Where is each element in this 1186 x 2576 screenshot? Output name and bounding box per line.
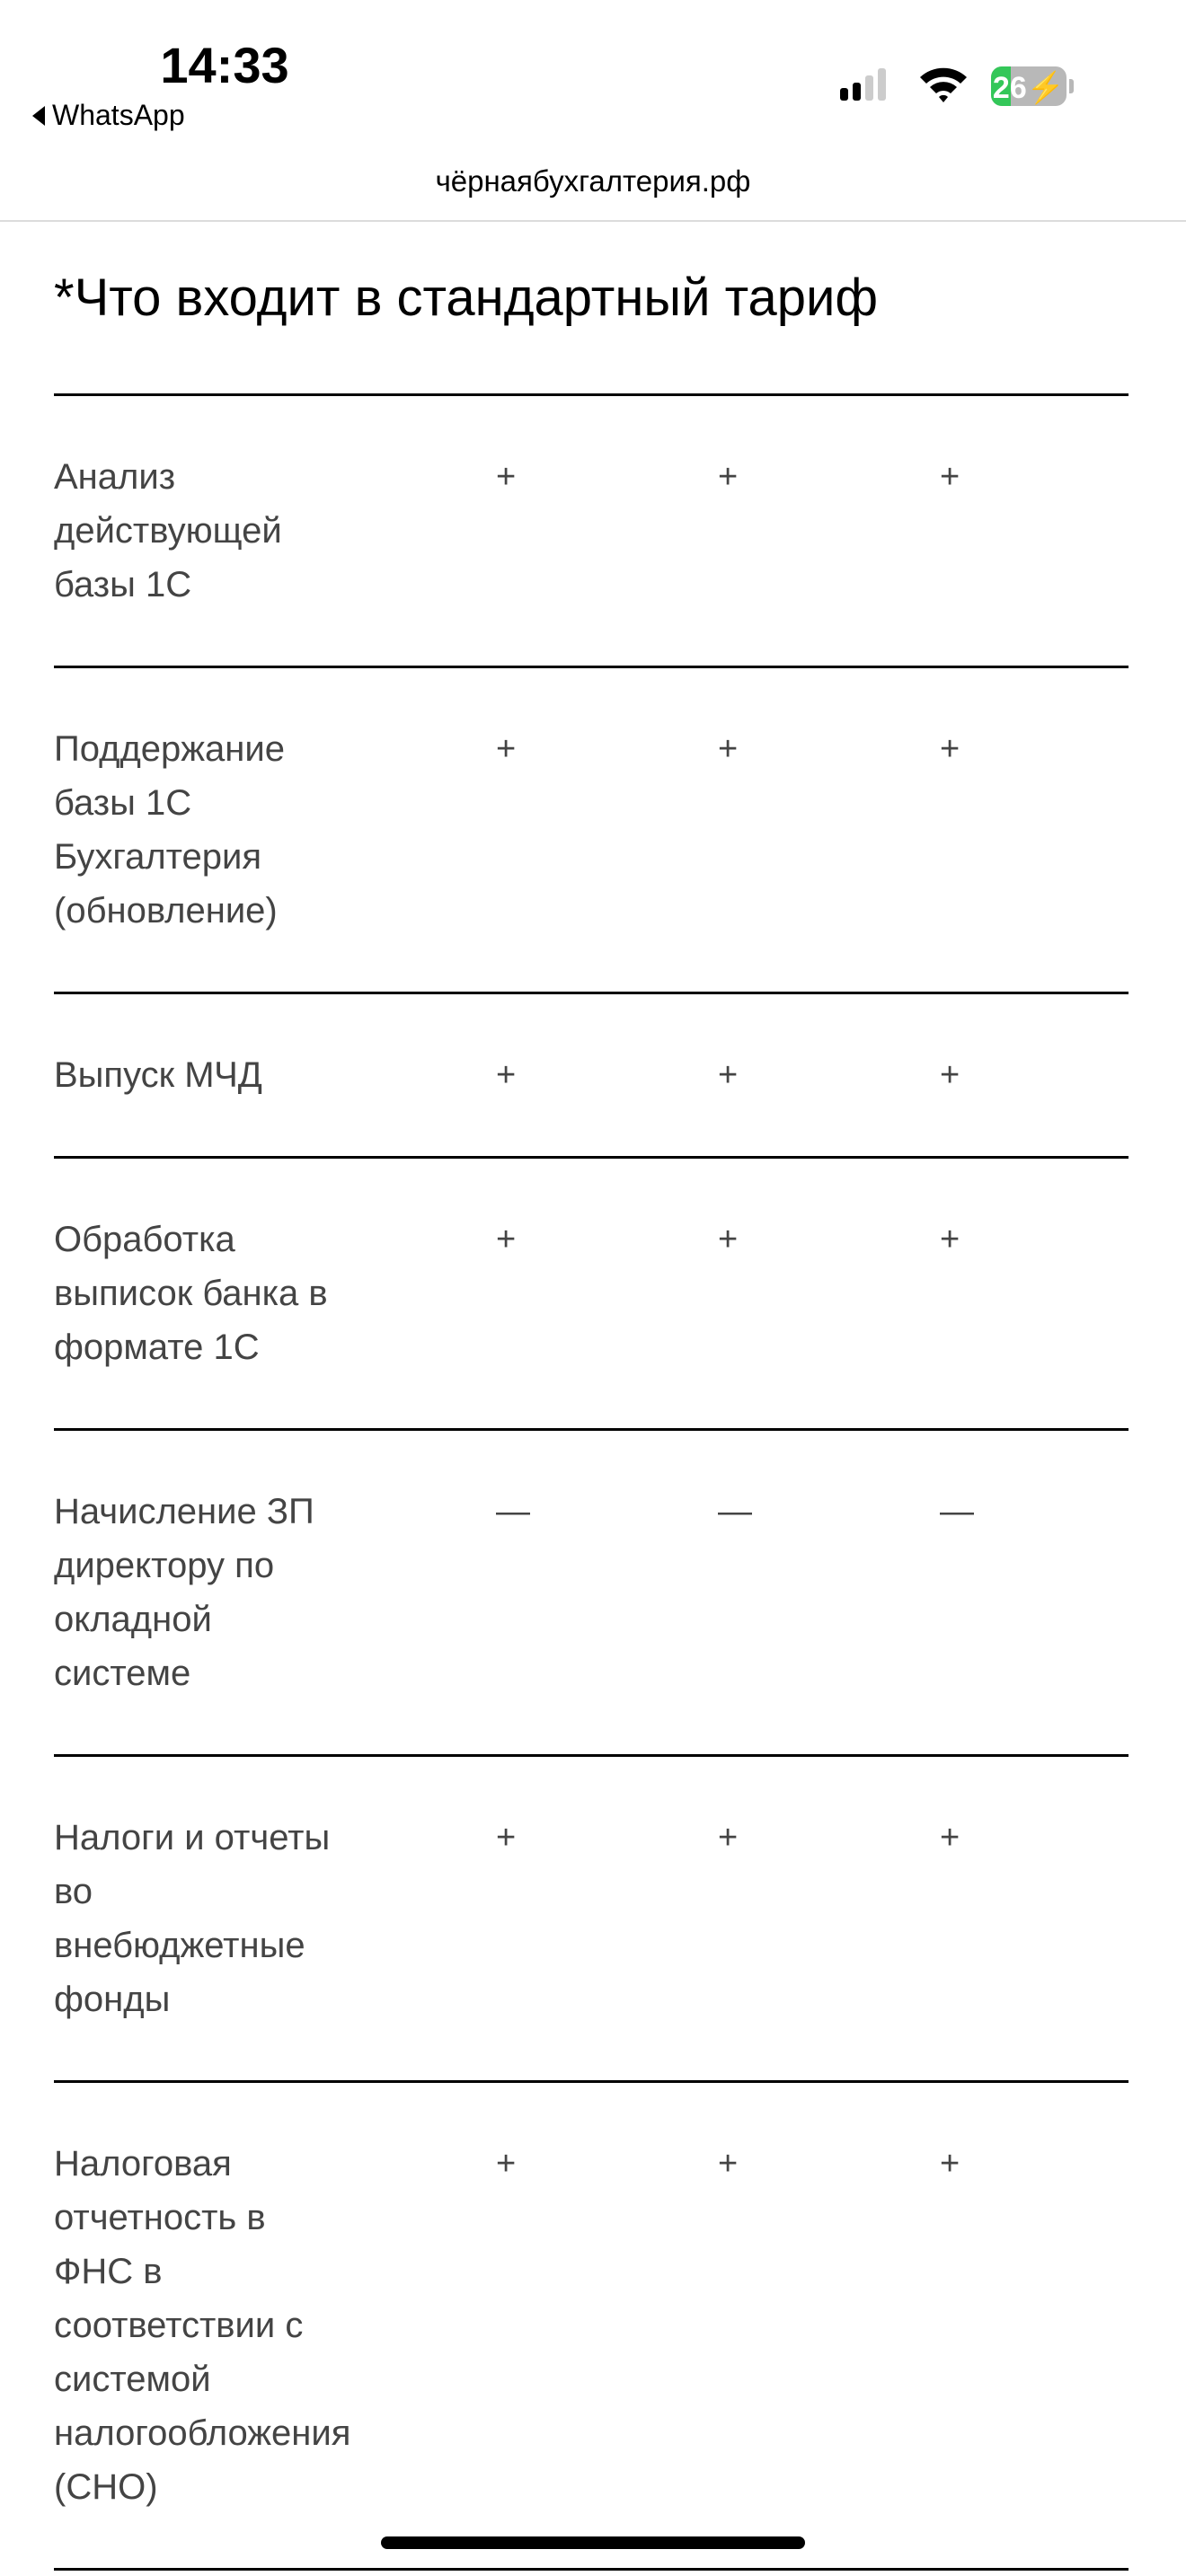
row-label-line: Начисление ЗП xyxy=(54,1492,314,1531)
row-label-line: Налоговая xyxy=(54,2144,232,2183)
row-label xyxy=(54,722,496,938)
battery-icon: 26⚡ xyxy=(991,66,1067,106)
included-mark: + xyxy=(940,1056,960,1094)
included-mark: + xyxy=(496,1056,517,1094)
included-mark: + xyxy=(940,1221,960,1258)
included-mark: + xyxy=(496,730,517,768)
back-triangle-icon xyxy=(32,106,45,126)
table-row xyxy=(54,2080,1128,2571)
clock: 14:33 xyxy=(160,37,289,93)
row-label xyxy=(54,1048,496,1102)
included-mark: + xyxy=(496,458,517,496)
table-row xyxy=(54,1754,1128,2080)
row-label-line: во xyxy=(54,1872,93,1911)
row-label-line: выписок банка в xyxy=(54,1274,328,1313)
included-mark: + xyxy=(940,458,960,496)
row-label-line: фонды xyxy=(54,1980,171,2019)
row-label-line: Поддержание xyxy=(54,729,285,769)
not-included-mark: — xyxy=(496,1493,530,1531)
row-label-line: (СНО) xyxy=(54,2467,158,2507)
included-mark: + xyxy=(940,1819,960,1857)
url-bar[interactable]: чёрнаябухгалтерия.рф xyxy=(435,164,751,198)
row-label-line: базы 1С xyxy=(54,565,192,604)
included-mark: + xyxy=(718,730,739,768)
table-row xyxy=(54,1156,1128,1428)
row-label-line: ФНС в xyxy=(54,2252,163,2291)
cellular-signal-icon xyxy=(840,68,886,101)
row-label-line: соответствии с xyxy=(54,2306,304,2345)
included-mark: + xyxy=(496,2145,517,2183)
row-label-line: (обновление) xyxy=(54,891,278,931)
page-title: *Что входит в стандартный тариф xyxy=(54,269,879,327)
included-mark: + xyxy=(496,1819,517,1857)
table-row xyxy=(54,393,1128,666)
status-bar xyxy=(0,0,1186,222)
not-included-mark: — xyxy=(940,1493,974,1531)
row-label-line: Бухгалтерия xyxy=(54,837,262,877)
included-mark: + xyxy=(718,2145,739,2183)
included-mark: + xyxy=(940,730,960,768)
included-mark: + xyxy=(718,1819,739,1857)
row-label-line: базы 1С xyxy=(54,783,192,823)
included-mark: + xyxy=(718,1221,739,1258)
row-label-line: Обработка xyxy=(54,1220,235,1259)
row-label-line: системе xyxy=(54,1654,191,1693)
row-label-line: действующей xyxy=(54,511,282,551)
row-label-line: директору по xyxy=(54,1546,275,1585)
row-label-line: внебюджетные xyxy=(54,1926,305,1965)
not-included-mark: — xyxy=(718,1493,752,1531)
wifi-icon xyxy=(918,65,969,104)
home-indicator[interactable] xyxy=(381,2536,805,2549)
row-label xyxy=(54,2137,496,2514)
table-row xyxy=(54,992,1128,1156)
row-label-line: Налоги и отчеты xyxy=(54,1818,331,1857)
table-row xyxy=(54,666,1128,992)
back-app-label: WhatsApp xyxy=(52,99,185,131)
row-label-line: налогообложения xyxy=(54,2413,351,2453)
row-label-line: формате 1С xyxy=(54,1328,260,1367)
battery-level: 26 xyxy=(992,71,1027,105)
tariff-table xyxy=(54,393,1128,2571)
row-label xyxy=(54,1811,496,2026)
row-label-line: Выпуск МЧД xyxy=(54,1055,262,1095)
row-label-line: системой xyxy=(54,2360,211,2399)
row-label-line: окладной xyxy=(54,1600,212,1639)
included-mark: + xyxy=(940,2145,960,2183)
included-mark: + xyxy=(718,458,739,496)
included-mark: + xyxy=(496,1221,517,1258)
table-row xyxy=(54,1428,1128,1754)
row-label xyxy=(54,450,496,612)
row-label xyxy=(54,1213,496,1374)
included-mark: + xyxy=(718,1056,739,1094)
back-to-app-button[interactable] xyxy=(32,99,185,132)
row-label-line: Анализ xyxy=(54,457,176,497)
row-label-line: отчетность в xyxy=(54,2198,266,2237)
row-label xyxy=(54,1485,496,1700)
